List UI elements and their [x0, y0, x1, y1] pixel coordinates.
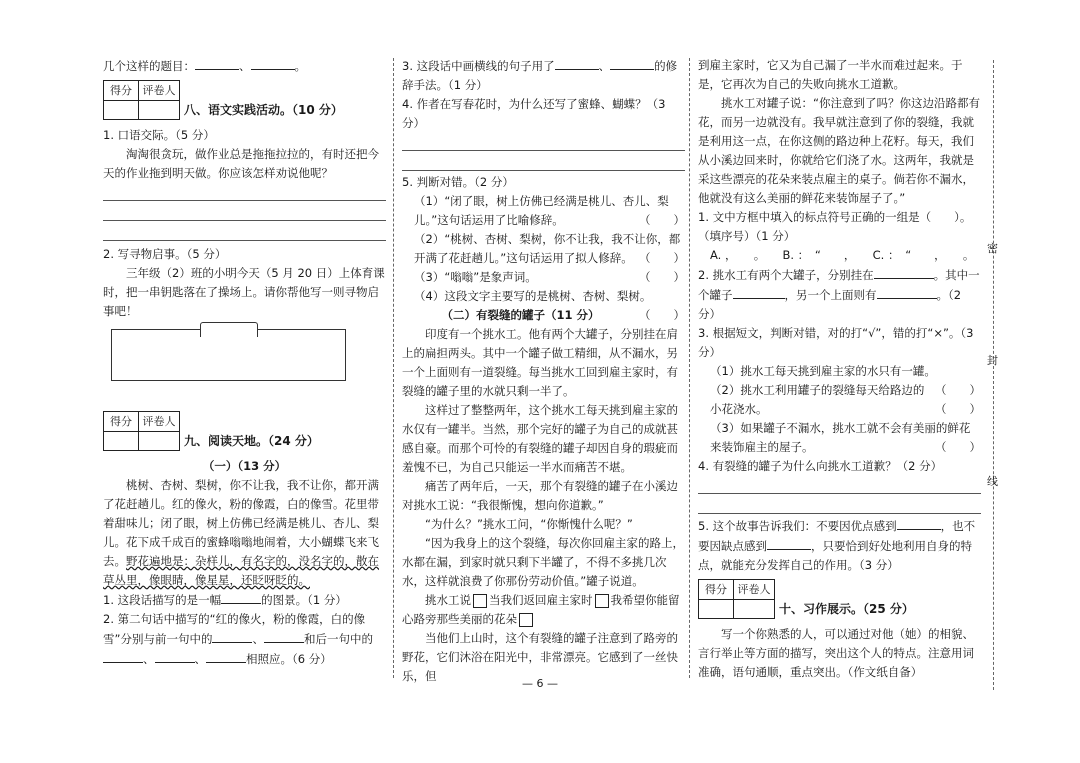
- story-paragraph: 到雇主家时，它又为自己漏了一半水而难过起来。于是，它再次为自己的失败向挑水工道歉。: [698, 58, 963, 91]
- judge-item: （4）这段文字主要写的是桃树、杏树、梨树。 （ ）: [402, 287, 685, 306]
- story-paragraph: 挑水工对罐子说：“你注意到了吗？你这边沿路都有花，而另一边就没有。我早就注意到了你的裂缝，我就是利用这一点，在你这侧的路边种上花籽。每天，我们从小溪边回来时，你就给它们浇了水。这两年，我就是采这些漂亮的花朵来装点雇主的桌子。倘若你不漏水，他就没有这么美丽的鲜花来装饰屋子了。”: [698, 96, 980, 205]
- question: 4. 作者在写春花时，为什么还写了蜜蜂、蝴蝶？（3 分）: [402, 97, 666, 130]
- question: 2. 第二句话中描写的“红的像火，粉的像霞，白的像雪”分别与前一句中的 、 和后一句中的、 、 相照应。（6 分）: [103, 612, 373, 666]
- section-8-title: 八、语文实践活动。（10 分）: [184, 103, 343, 117]
- section-9-title: 九、阅读天地。（24 分）: [184, 434, 319, 448]
- continuation-line: 几个这样的题目： 、 。: [103, 56, 386, 76]
- column-divider: [393, 58, 394, 678]
- side-mark-seal: 封: [987, 354, 998, 367]
- score-cell[interactable]: [104, 101, 139, 120]
- answer-blank[interactable]: [874, 265, 934, 279]
- score-table: 得分 评卷人: [103, 411, 180, 451]
- answer-blank[interactable]: [155, 649, 195, 663]
- judge-item: （1）“闭了眼，树上仿佛已经满是桃儿、杏儿、梨儿。”这句话运用了比喻修辞。 （ ）: [402, 192, 685, 230]
- question-title: 1. 口语交际。（5 分）: [103, 128, 215, 142]
- answer-blank[interactable]: [897, 516, 941, 530]
- answer-bracket[interactable]: （ ）: [639, 251, 685, 265]
- judge-item: （3）如果罐子不漏水，挑水工就不会有美丽的鲜花来装饰雇主的屋子。 （ ）: [698, 419, 981, 457]
- section-10-title: 十、习作展示。（25 分）: [779, 602, 914, 616]
- answer-blank[interactable]: [767, 536, 811, 550]
- answer-blank[interactable]: [251, 56, 295, 70]
- grader-cell[interactable]: [139, 432, 180, 451]
- answer-blank[interactable]: [212, 629, 252, 643]
- notice-writing-box[interactable]: [111, 329, 346, 381]
- story-paragraph: 印度有一个挑水工。他有两个大罐子，分别挂在肩上的扁担两头。其中一个罐子做工精细，从不漏水，另一个上面则有一道裂缝。每当挑水工回到雇主家时，有裂缝的罐子里的水就只剩一半了。: [402, 327, 678, 398]
- question: 5. 这个故事告诉我们：不要因优点感到 ，也不要因缺点感到 ，只要恰到好处地利用自身的特点，就能充分发挥自己的作用。（3 分）: [698, 516, 981, 575]
- score-table: 得分 评卷人: [103, 80, 180, 120]
- answer-line[interactable]: [402, 153, 685, 171]
- grader-cell[interactable]: [734, 600, 775, 619]
- answer-blank[interactable]: [221, 590, 261, 604]
- notice-box-tab: [200, 322, 258, 337]
- answer-line[interactable]: [402, 133, 685, 151]
- answer-line[interactable]: [103, 223, 386, 241]
- column-left: [103, 56, 386, 669]
- answer-blank[interactable]: [733, 285, 785, 299]
- column-middle: [402, 56, 685, 686]
- section-8-header: [103, 80, 386, 120]
- answer-line[interactable]: [698, 496, 981, 514]
- binding-line: [993, 60, 994, 690]
- answer-line[interactable]: [103, 203, 386, 221]
- answer-blank[interactable]: [195, 56, 239, 70]
- judge-item: （2）挑水工利用罐子的裂缝每天给路边的小花浇水。 （ ）: [698, 381, 981, 419]
- answer-bracket[interactable]: （ ）: [639, 213, 685, 227]
- answer-line[interactable]: [103, 183, 386, 201]
- punctuation-box[interactable]: [595, 594, 609, 608]
- answer-bracket[interactable]: （ ）: [935, 383, 981, 397]
- punctuation-box[interactable]: [519, 613, 533, 627]
- answer-bracket[interactable]: （ ）: [639, 270, 685, 284]
- grader-cell[interactable]: [139, 101, 180, 120]
- question: 5. 判断对错。（2 分）: [402, 175, 514, 189]
- answer-bracket[interactable]: （ ）: [639, 308, 685, 322]
- answer-line[interactable]: [698, 476, 981, 494]
- answer-blank[interactable]: [103, 649, 143, 663]
- side-mark-seal: 密: [987, 242, 998, 255]
- question: 3. 根据短文，判断对错，对的打“√”，错的打“×”。（3 分）: [698, 326, 974, 359]
- column-divider: [689, 58, 690, 678]
- judge-item: （2）“桃树、杏树、梨树，你不让我，我不让你，都开满了花赶趟儿。”这句话运用了拟人修辞。 （ ）: [402, 230, 685, 268]
- judge-item: （3）“嗡嗡”是象声词。 （ ）: [402, 268, 685, 287]
- score-cell[interactable]: [699, 600, 734, 619]
- story-paragraph: “为什么？”挑水工问，“你惭愧什么呢？”: [425, 517, 633, 531]
- question: 1. 文中方框中填入的标点符号正确的一组是（ ）。（填序号）（1 分）: [698, 210, 972, 243]
- story-paragraph: 挑水工说 当我们返回雇主家时 我希望你能留心路旁那些美丽的花朵: [402, 593, 680, 626]
- question: 4. 有裂缝的罐子为什么向挑水工道歉？（2 分）: [698, 459, 943, 473]
- story-paragraph: 这样过了整整两年，这个挑水工每天挑到雇主家的水仅有一罐半。当然，那个完好的罐子为自己的成就甚感自豪。而那个可怜的有裂缝的罐子却因自身的瑕疵而羞愧不已，为自己只能运一半水而痛苦不堪。: [402, 403, 678, 474]
- answer-blank[interactable]: [877, 285, 937, 299]
- options: A. ， 。 B. ： “ ， C. ： “ ， 。: [710, 248, 975, 262]
- answer-blank[interactable]: [555, 56, 599, 70]
- part-1-title: （一）（13 分）: [202, 459, 287, 473]
- story-paragraph: 当他们上山时，这个有裂缝的罐子注意到了路旁的野花，它们沐浴在阳光中，非常漂亮。它感到了一丝快乐，但: [402, 631, 678, 683]
- answer-blank[interactable]: [264, 629, 304, 643]
- answer-blank[interactable]: [610, 56, 654, 70]
- question-text: 淘淘很贪玩，做作业总是拖拖拉拉的，有时还把今天的作业拖到明天做。你应该怎样劝说他呢？: [103, 147, 379, 180]
- answer-bracket[interactable]: （ ）: [935, 402, 981, 416]
- reading-passage: 桃树、杏树、梨树，你不让我，我不让你，都开满了花赶趟儿。红的像火，粉的像霞，白的像雪。花里带着甜味儿；闭了眼，树上仿佛已经满是桃儿、杏儿、梨儿。花下成千成百的蜜蜂嗡嗡地闹着，大小蝴蝶飞来飞去。野花遍地是：杂样儿，有名字的，没名字的，散在草丛里，像眼睛，像星星，还眨呀眨的。: [103, 478, 379, 587]
- page-number: — 6 —: [522, 677, 558, 690]
- section-9-header: [103, 411, 386, 451]
- story-paragraph: 痛苦了两年后，一天，那个有裂缝的罐子在小溪边对挑水工说：“我很惭愧，想向你道歉。”: [402, 479, 678, 512]
- question-text: 三年级（2）班的小明今天（5 月 20 日）上体育课时，把一串钥匙落在了操场上。请你帮他写一则寻物启事吧！: [103, 266, 385, 318]
- part-2-title: （二）有裂缝的罐子（11 分）: [441, 308, 600, 322]
- story-paragraph: “因为我身上的这个裂缝，每次你回雇主家的路上，水都在漏，到家时就只剩下半罐了，不得不多挑几次水，这样就浪费了你那份劳动价值。”罐子说道。: [402, 536, 684, 588]
- answer-blank[interactable]: [206, 649, 246, 663]
- answer-bracket[interactable]: （ ）: [935, 440, 981, 454]
- section-10-header: [698, 579, 981, 619]
- score-cell[interactable]: [104, 432, 139, 451]
- side-mark-line: 线: [987, 475, 998, 488]
- essay-prompt: 写一个你熟悉的人，可以通过对他（她）的相貌、言行举止等方面的描写，突出这个人的特点。注意用词准确，语句通顺，重点突出。（作文纸自备）: [698, 627, 974, 679]
- score-table: 得分 评卷人: [698, 579, 775, 619]
- question: 1. 这段话描写的是一幅 的图景。（1 分）: [103, 590, 386, 610]
- question-title: 2. 写寻物启事。（5 分）: [103, 247, 227, 261]
- question: 3. 这段话中画横线的句子用了 、 的修辞手法。（1 分）: [402, 56, 685, 95]
- column-right: [698, 56, 981, 682]
- question: 2. 挑水工有两个大罐子，分别挂在 。其中一个罐子 ，另一个上面则有 。（2 分）: [698, 265, 981, 324]
- judge-item: （1）挑水工每天挑到雇主家的水只有一罐。 （ ）: [698, 362, 981, 381]
- punctuation-box[interactable]: [473, 594, 487, 608]
